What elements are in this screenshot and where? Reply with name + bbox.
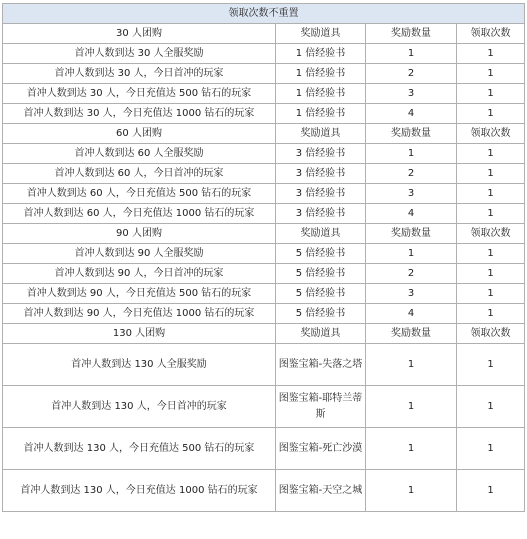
claim-count-cell: 1 xyxy=(457,64,525,84)
table-row xyxy=(3,386,525,428)
table-row xyxy=(3,64,525,84)
group-name-cell: 30 人团购 xyxy=(3,24,276,44)
reward-table xyxy=(2,3,525,512)
condition-cell: 首冲人数到达 90 人全服奖励 xyxy=(3,244,276,264)
condition-cell: 首冲人数到达 130 人全服奖励 xyxy=(3,344,276,386)
claim-count-header: 领取次数 xyxy=(457,24,525,44)
claim-count-cell: 1 xyxy=(457,104,525,124)
table-row xyxy=(3,284,525,304)
reward-item-cell: 3 倍经验书 xyxy=(276,204,366,224)
claim-count-header: 领取次数 xyxy=(457,324,525,344)
table-row xyxy=(3,164,525,184)
reward-item-header: 奖励道具 xyxy=(276,324,366,344)
reward-quantity-cell: 3 xyxy=(366,284,457,304)
table-row xyxy=(3,264,525,284)
condition-cell: 首冲人数到达 130 人，今日充值达 500 钻石的玩家 xyxy=(3,428,276,470)
claim-count-cell: 1 xyxy=(457,144,525,164)
reward-quantity-cell: 2 xyxy=(366,64,457,84)
table-row xyxy=(3,304,525,324)
group-header-row xyxy=(3,24,525,44)
reward-quantity-cell: 2 xyxy=(366,164,457,184)
reward-item-cell: 1 倍经验书 xyxy=(276,44,366,64)
reward-quantity-cell: 1 xyxy=(366,386,457,428)
condition-cell: 首冲人数到达 30 人全服奖励 xyxy=(3,44,276,64)
reward-item-cell: 5 倍经验书 xyxy=(276,284,366,304)
reward-quantity-cell: 1 xyxy=(366,470,457,512)
reward-item-cell: 图鉴宝箱-耶特兰蒂斯 xyxy=(276,386,366,428)
table-row xyxy=(3,428,525,470)
table-row xyxy=(3,44,525,64)
reward-item-header: 奖励道具 xyxy=(276,224,366,244)
reward-item-cell: 5 倍经验书 xyxy=(276,264,366,284)
claim-count-cell: 1 xyxy=(457,204,525,224)
reward-quantity-header: 奖励数量 xyxy=(366,24,457,44)
group-header-row xyxy=(3,324,525,344)
reward-quantity-cell: 1 xyxy=(366,428,457,470)
condition-cell: 首冲人数到达 60 人，今日首冲的玩家 xyxy=(3,164,276,184)
claim-count-cell: 1 xyxy=(457,84,525,104)
table-row xyxy=(3,244,525,264)
table-row xyxy=(3,104,525,124)
condition-cell: 首冲人数到达 60 人，今日充值达 1000 钻石的玩家 xyxy=(3,204,276,224)
group-name-cell: 60 人团购 xyxy=(3,124,276,144)
reward-item-cell: 图鉴宝箱-天空之城 xyxy=(276,470,366,512)
claim-count-cell: 1 xyxy=(457,470,525,512)
claim-count-cell: 1 xyxy=(457,184,525,204)
group-name-cell: 90 人团购 xyxy=(3,224,276,244)
reward-item-cell: 1 倍经验书 xyxy=(276,64,366,84)
reward-item-cell: 1 倍经验书 xyxy=(276,104,366,124)
table-row xyxy=(3,84,525,104)
condition-cell: 首冲人数到达 60 人全服奖励 xyxy=(3,144,276,164)
condition-cell: 首冲人数到达 30 人，今日充值达 500 钻石的玩家 xyxy=(3,84,276,104)
claim-count-cell: 1 xyxy=(457,304,525,324)
condition-cell: 首冲人数到达 90 人，今日首冲的玩家 xyxy=(3,264,276,284)
group-header-row xyxy=(3,124,525,144)
table-row xyxy=(3,470,525,512)
reward-quantity-header: 奖励数量 xyxy=(366,324,457,344)
claim-count-header: 领取次数 xyxy=(457,124,525,144)
table-title-row xyxy=(3,4,525,24)
claim-count-cell: 1 xyxy=(457,164,525,184)
claim-count-cell: 1 xyxy=(457,386,525,428)
reward-quantity-cell: 3 xyxy=(366,184,457,204)
group-header-row xyxy=(3,224,525,244)
claim-count-cell: 1 xyxy=(457,428,525,470)
condition-cell: 首冲人数到达 90 人，今日充值达 500 钻石的玩家 xyxy=(3,284,276,304)
claim-count-cell: 1 xyxy=(457,44,525,64)
reward-quantity-cell: 4 xyxy=(366,304,457,324)
condition-cell: 首冲人数到达 30 人，今日首冲的玩家 xyxy=(3,64,276,84)
reward-quantity-cell: 4 xyxy=(366,204,457,224)
reward-quantity-cell: 2 xyxy=(366,264,457,284)
reward-item-cell: 3 倍经验书 xyxy=(276,184,366,204)
table-row xyxy=(3,184,525,204)
reward-quantity-header: 奖励数量 xyxy=(366,224,457,244)
reward-quantity-cell: 1 xyxy=(366,244,457,264)
group-name-cell: 130 人团购 xyxy=(3,324,276,344)
reward-quantity-cell: 1 xyxy=(366,44,457,64)
claim-count-cell: 1 xyxy=(457,284,525,304)
reward-item-cell: 1 倍经验书 xyxy=(276,84,366,104)
reward-item-header: 奖励道具 xyxy=(276,124,366,144)
claim-count-cell: 1 xyxy=(457,244,525,264)
condition-cell: 首冲人数到达 30 人，今日充值达 1000 钻石的玩家 xyxy=(3,104,276,124)
claim-count-cell: 1 xyxy=(457,264,525,284)
reward-quantity-header: 奖励数量 xyxy=(366,124,457,144)
condition-cell: 首冲人数到达 130 人，今日充值达 1000 钻石的玩家 xyxy=(3,470,276,512)
table-row xyxy=(3,344,525,386)
reward-item-cell: 3 倍经验书 xyxy=(276,144,366,164)
condition-cell: 首冲人数到达 130 人，今日首冲的玩家 xyxy=(3,386,276,428)
condition-cell: 首冲人数到达 90 人，今日充值达 1000 钻石的玩家 xyxy=(3,304,276,324)
reward-quantity-cell: 1 xyxy=(366,144,457,164)
reward-item-header: 奖励道具 xyxy=(276,24,366,44)
claim-count-header: 领取次数 xyxy=(457,224,525,244)
reward-quantity-cell: 1 xyxy=(366,344,457,386)
reward-item-cell: 5 倍经验书 xyxy=(276,304,366,324)
reward-quantity-cell: 3 xyxy=(366,84,457,104)
claim-count-cell: 1 xyxy=(457,344,525,386)
condition-cell: 首冲人数到达 60 人，今日充值达 500 钻石的玩家 xyxy=(3,184,276,204)
reward-item-cell: 5 倍经验书 xyxy=(276,244,366,264)
table-row xyxy=(3,144,525,164)
reward-item-cell: 图鉴宝箱-死亡沙漠 xyxy=(276,428,366,470)
table-row xyxy=(3,204,525,224)
reward-quantity-cell: 4 xyxy=(366,104,457,124)
reward-item-cell: 3 倍经验书 xyxy=(276,164,366,184)
table-title: 领取次数不重置 xyxy=(3,4,525,24)
reward-item-cell: 图鉴宝箱-失落之塔 xyxy=(276,344,366,386)
